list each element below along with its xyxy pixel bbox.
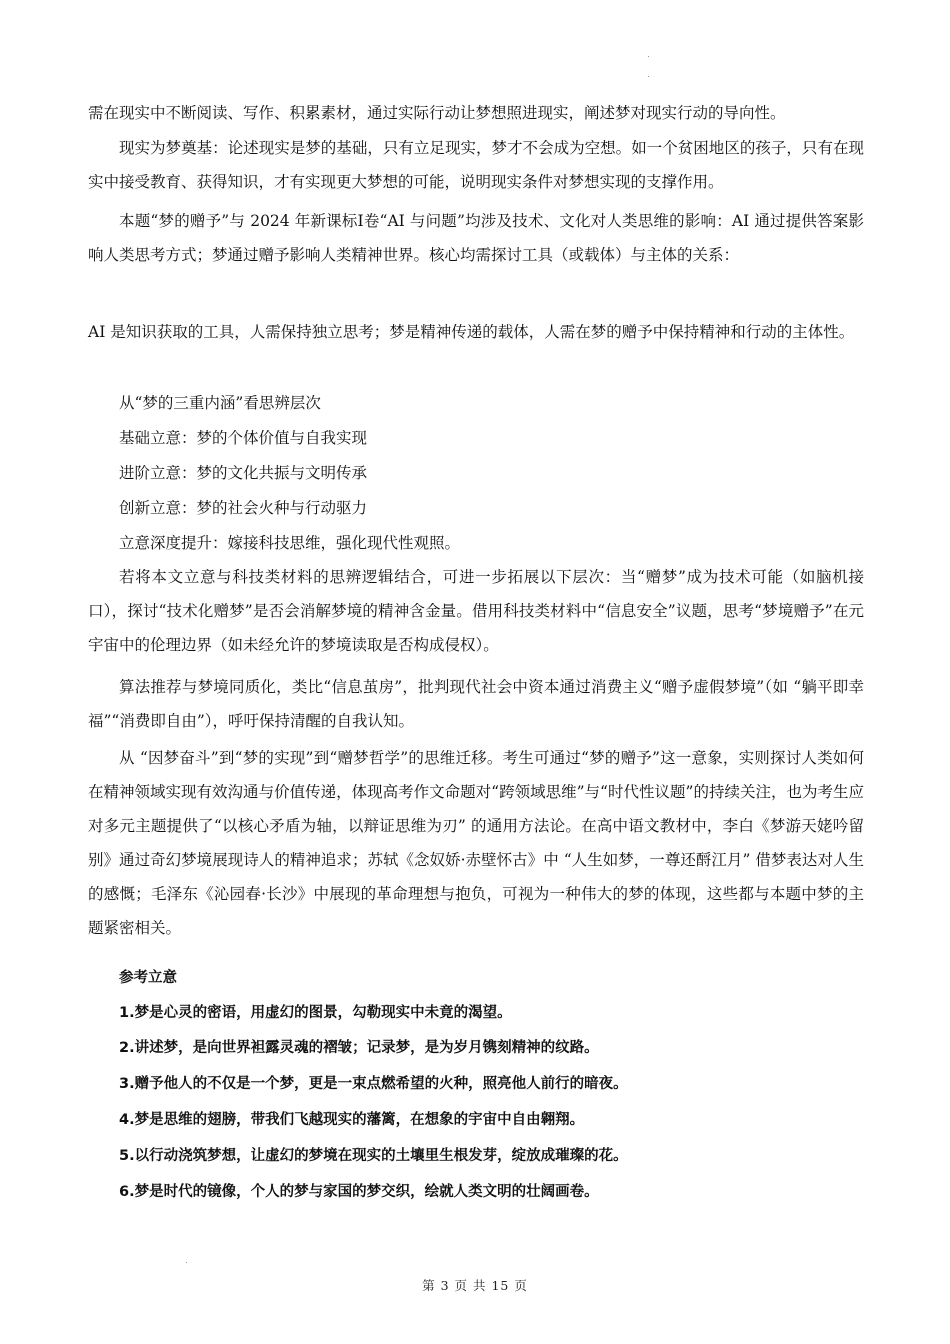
line-depth-improvement: 立意深度提升：嫁接科技思维，强化现代性观照。 [119, 534, 461, 552]
margin-mark [186, 1262, 187, 1263]
reference-heading: 参考立意 [119, 970, 177, 986]
reference-item: 1.梦是心灵的密语，用虚幻的图景，勾勒现实中未竟的渴望。 [119, 1005, 512, 1021]
paragraph-continuation: 需在现实中不断阅读、写作、积累素材，通过实际行动让梦想照进现实，阐述梦对现实行动的导向性。 [88, 104, 786, 122]
page-footer: 第 3 页 共 15 页 [422, 1278, 528, 1293]
paragraph-ai-tool: AI 是知识获取的工具，人需保持独立思考；梦是精神传递的载体，人需在梦的赠予中保持精神和行动的主体性。 [88, 323, 855, 341]
paragraph-tech-extension: 若将本文立意与科技类材料的思辨逻辑结合，可进一步拓展以下层次：当“赠梦”成为技术可能（如脑机接口），探讨“技术化赠梦”是否会消解梦境的精神含金量。借用科技类材料中“信息安全”议题，思考“梦境赠予”在元宇宙中的伦理边界（如未经允许的梦境读取是否构成侵权）。 [88, 568, 864, 654]
reference-item: 2.讲述梦，是向世界袒露灵魂的褶皱；记录梦，是为岁月镌刻精神的纹路。 [119, 1040, 599, 1056]
paragraph-algorithm: 算法推荐与梦境同质化，类比“信息茧房”，批判现代社会中资本通过消费主义“赠予虚假梦境”（如 “躺平即幸福”“消费即自由”），呼吁保持清醒的自我认知。 [88, 678, 864, 730]
line-innovative-idea: 创新立意：梦的社会火种与行动驱力 [119, 499, 368, 517]
line-basic-idea: 基础立意：梦的个体价值与自我实现 [119, 429, 368, 447]
paragraph-reality-foundation: 现实为梦奠基：论述现实是梦的基础，只有立足现实，梦才不会成为空想。如一个贫困地区的孩子，只有在现实中接受教育、获得知识，才有实现更大梦想的可能，说明现实条件对梦想实现的支撑作用。 [88, 139, 864, 191]
line-advanced-idea: 进阶立意：梦的文化共振与文明传承 [119, 464, 368, 482]
reference-item: 3.赠予他人的不仅是一个梦，更是一束点燃希望的火种，照亮他人前行的暗夜。 [119, 1076, 628, 1092]
paragraph-thinking-transfer: 从 “因梦奋斗”到“梦的实现”到“赠梦哲学”的思维迁移。考生可通过“梦的赠予”这一意象，实则探讨人类如何在精神领域实现有效沟通与价值传递，体现高考作文命题对“跨领域思维”与“时代性议题”的持续关注，也为考生应对多元主题提供了“以核心矛盾为轴，以辩证思维为刃” 的通用方法论。在高中语文教材中，李白《梦游天姥吟留别》通过奇幻梦境展现诗人的精神追求；苏轼《念奴娇·赤壁怀古》中 “人生如梦，一尊还酹江月” 借梦表达对人生的感慨；毛泽东《沁园春·长沙》中展现的革命理想与抱负，可视为一种伟大的梦的体现，这些都与本题中梦的主题紧密相关。 [88, 749, 864, 937]
margin-mark [648, 76, 649, 77]
paragraph-ai-comparison: 本题“梦的赠予”与 2024 年新课标Ⅰ卷“AI 与问题”均涉及技术、文化对人类思维的影响：AI 通过提供答案影响人类思考方式；梦通过赠予影响人类精神世界。核心均需探讨工具（或载体）与主体的关系： [88, 212, 864, 264]
reference-item: 6.梦是时代的镜像，个人的梦与家国的梦交织，绘就人类文明的壮阔画卷。 [119, 1184, 599, 1200]
reference-item: 5.以行动浇筑梦想，让虚幻的梦境在现实的土壤里生根发芽，绽放成璀璨的花。 [119, 1148, 628, 1164]
margin-mark [648, 56, 649, 57]
line-three-meanings: 从“梦的三重内涵”看思辨层次 [119, 394, 321, 412]
reference-item: 4.梦是思维的翅膀，带我们飞越现实的藩篱，在想象的宇宙中自由翱翔。 [119, 1112, 585, 1128]
